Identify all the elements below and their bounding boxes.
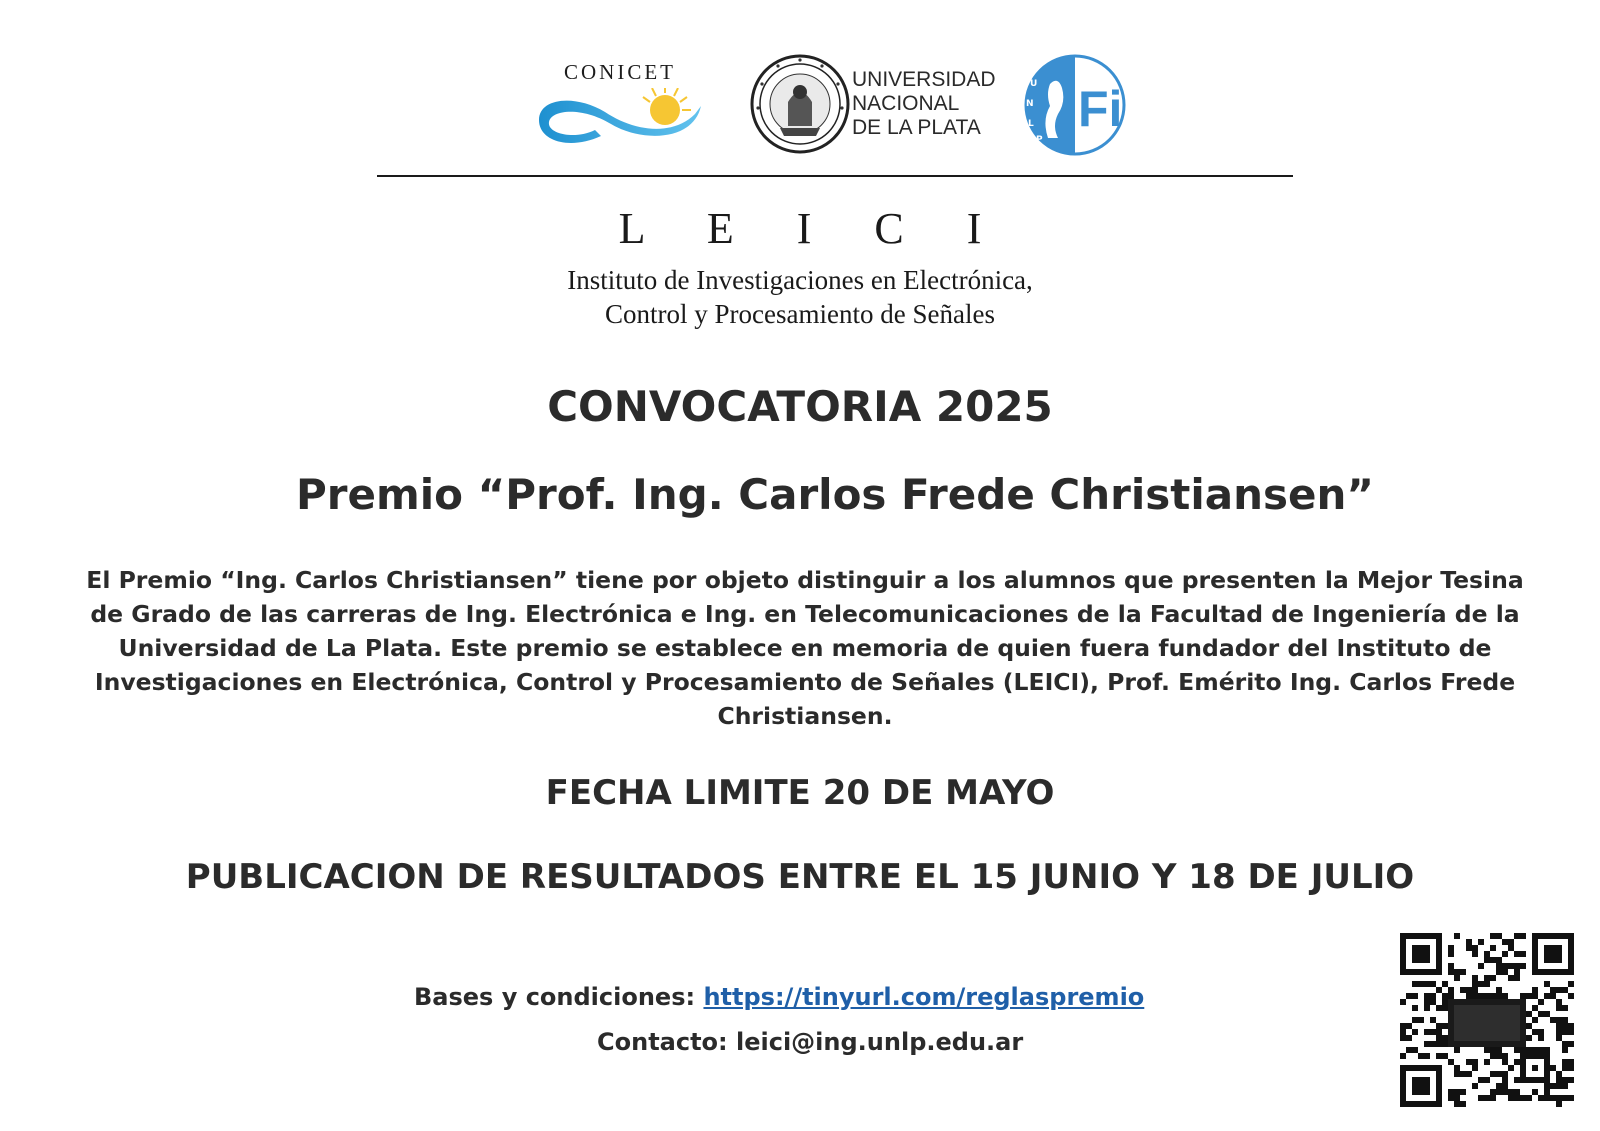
logo-bar xyxy=(0,52,1600,162)
institute-acronym: L E I C I xyxy=(618,204,1008,253)
contact-line: Contacto: leici@ing.unlp.edu.ar xyxy=(597,1028,1024,1056)
fi-logo xyxy=(1022,54,1128,156)
unlp-line-1: UNIVERSIDAD xyxy=(852,68,996,91)
rules-line xyxy=(414,983,1144,1011)
deadline: FECHA LIMITE 20 DE MAYO xyxy=(545,773,1055,813)
rules-link[interactable]: https://tinyurl.com/reglaspremio xyxy=(703,983,1145,1011)
fi-letters: Fi xyxy=(1078,81,1123,137)
fi-emblem-icon xyxy=(1022,54,1128,156)
unlp-line-3: DE LA PLATA xyxy=(852,116,981,139)
institute-name-line-1: Instituto de Investigaciones en Electrónica, xyxy=(567,265,1033,295)
conicet-wordmark: CONICET xyxy=(564,60,676,84)
conicet-logo xyxy=(535,60,705,155)
prize-description: El Premio “Ing. Carlos Christiansen” tiene por objeto distinguir a los alumnos que presenten la Mejor Tesina de Grado de las carreras de Ing. Electrónica e Ing. en Telecomunicaciones de la Facultad de Ingeniería de la Universidad de La Plata. Este premio se establece en memoria de quien fuera fundador del Instituto de Investigaciones en Electrónica, Control y Procesamiento de Señales (LEICI), Prof. Emérito Ing. Carlos Frede Christiansen. xyxy=(86,566,1524,730)
unlp-line-2: NACIONAL xyxy=(852,92,960,115)
institute-name-line-2: Control y Procesamiento de Señales xyxy=(605,299,995,329)
qr-code[interactable] xyxy=(1400,933,1574,1107)
unlp-seal-icon xyxy=(750,52,850,157)
svg-text:N: N xyxy=(1026,99,1034,109)
prize-title: Premio “Prof. Ing. Carlos Frede Christiansen” xyxy=(296,470,1374,519)
svg-text:P: P xyxy=(1036,135,1043,145)
institute-name xyxy=(0,263,1600,331)
svg-text:U: U xyxy=(1030,79,1038,89)
unlp-wordmark xyxy=(852,68,996,140)
header-divider xyxy=(377,175,1293,177)
results-date: PUBLICACION DE RESULTADOS ENTRE EL 15 JUNIO Y 18 DE JULIO xyxy=(185,857,1415,897)
call-title: CONVOCATORIA 2025 xyxy=(547,382,1053,431)
conicet-infinity-icon xyxy=(535,88,705,148)
unlp-logo xyxy=(750,52,995,157)
rules-label: Bases y condiciones: xyxy=(414,983,704,1011)
svg-text:L: L xyxy=(1028,119,1034,129)
